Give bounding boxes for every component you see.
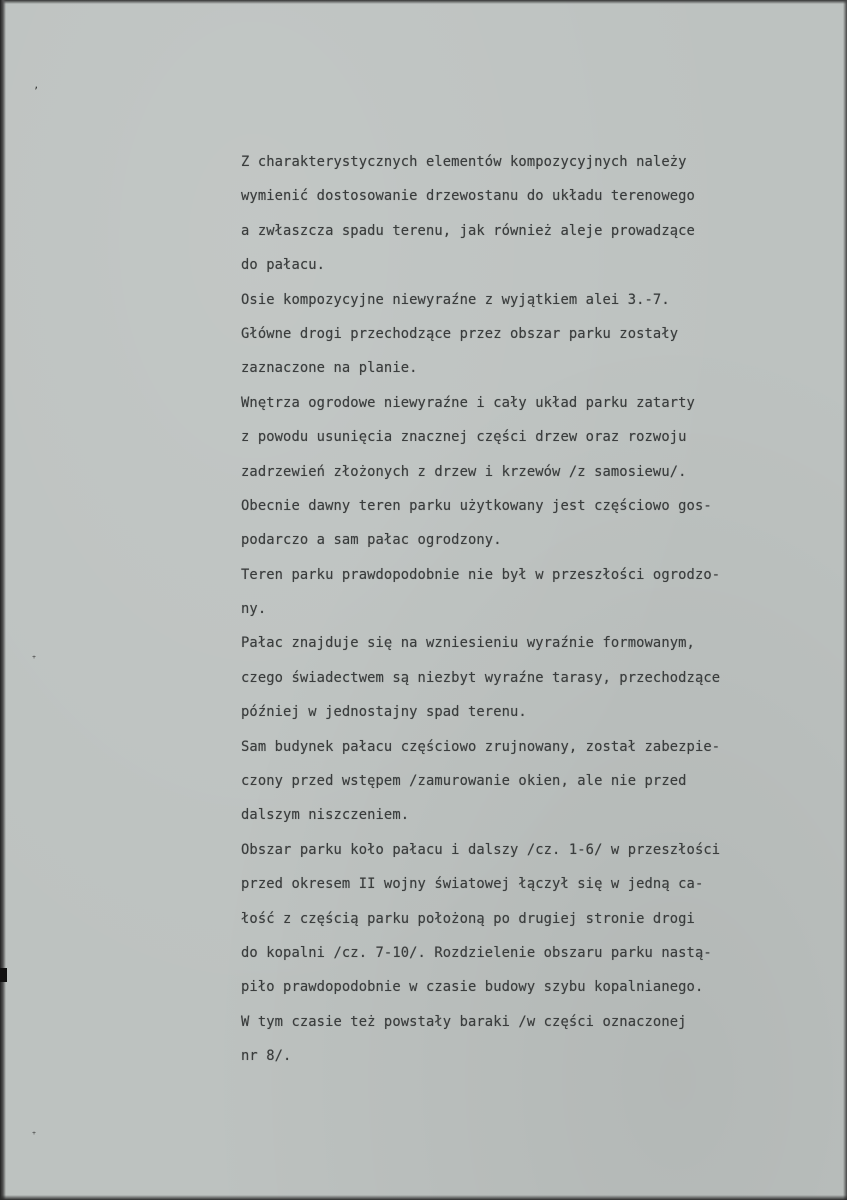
scan-edge-top <box>0 0 847 4</box>
text-line: ny. <box>241 601 267 618</box>
scan-edge-left <box>0 0 6 1200</box>
text-line: z powodu usunięcia znacznej części drzew oraz rozwoju <box>241 429 687 446</box>
typewritten-text <box>241 145 841 1074</box>
scan-edge-bottom <box>0 1195 847 1200</box>
text-line: później w jednostajny spad terenu. <box>241 704 527 721</box>
text-line: do kopalni /cz. 7-10/. Rozdzielenie obszaru parku nastą- <box>241 944 712 961</box>
text-line: piło prawdopodobnie w czasie budowy szybu kopalnianego. <box>241 979 704 996</box>
scan-edge-right <box>843 0 847 1200</box>
text-line: W tym czasie też powstały baraki /w części oznaczonej <box>241 1013 687 1030</box>
text-line: Sam budynek pałacu częściowo zrujnowany, został zabezpie- <box>241 738 721 755</box>
text-line: zadrzewień złożonych z drzew i krzewów /z samosiewu/. <box>241 463 687 480</box>
text-line: podarczo a sam pałac ogrodzony. <box>241 532 502 549</box>
margin-mark-middle: ⁺ <box>31 654 38 665</box>
binding-mark <box>0 968 7 982</box>
text-line: Pałac znajduje się na wzniesieniu wyraźnie formowanym, <box>241 635 695 652</box>
text-line: Wnętrza ogrodowe niewyraźne i cały układ parku zatarty <box>241 394 695 411</box>
text-line: dalszym niszczeniem. <box>241 807 410 824</box>
text-line: a zwłaszcza spadu terenu, jak również aleje prowadzące <box>241 222 695 239</box>
text-line: Obszar parku koło pałacu i dalszy /cz. 1-6/ w przeszłości <box>241 841 721 858</box>
text-line: wymienić dostosowanie drzewostanu do układu terenowego <box>241 188 695 205</box>
text-line: przed okresem II wojny światowej łączył się w jedną ca- <box>241 876 704 893</box>
text-line: łość z częścią parku położoną po drugiej stronie drogi <box>241 910 695 927</box>
text-line: Teren parku prawdopodobnie nie był w przeszłości ogrodzo- <box>241 566 721 583</box>
text-line: Główne drogi przechodzące przez obszar parku zostały <box>241 325 679 342</box>
margin-mark-bottom: ⁺ <box>31 1130 38 1141</box>
text-line: Z charakterystycznych elementów kompozycyjnych należy <box>241 154 687 170</box>
text-line: czego świadectwem są niezbyt wyraźne tarasy, przechodzące <box>241 669 721 686</box>
text-line: zaznaczone na planie. <box>241 360 418 377</box>
text-line: czony przed wstępem /zamurowanie okien, ale nie przed <box>241 773 687 790</box>
margin-mark-top: ʼ <box>33 86 40 97</box>
text-line: nr 8/. <box>241 1048 292 1065</box>
text-line: Osie kompozycyjne niewyraźne z wyjątkiem alei 3.-7. <box>241 291 670 308</box>
text-line: do pałacu. <box>241 257 326 274</box>
text-line: Obecnie dawny teren parku użytkowany jest częściowo gos- <box>241 497 712 514</box>
